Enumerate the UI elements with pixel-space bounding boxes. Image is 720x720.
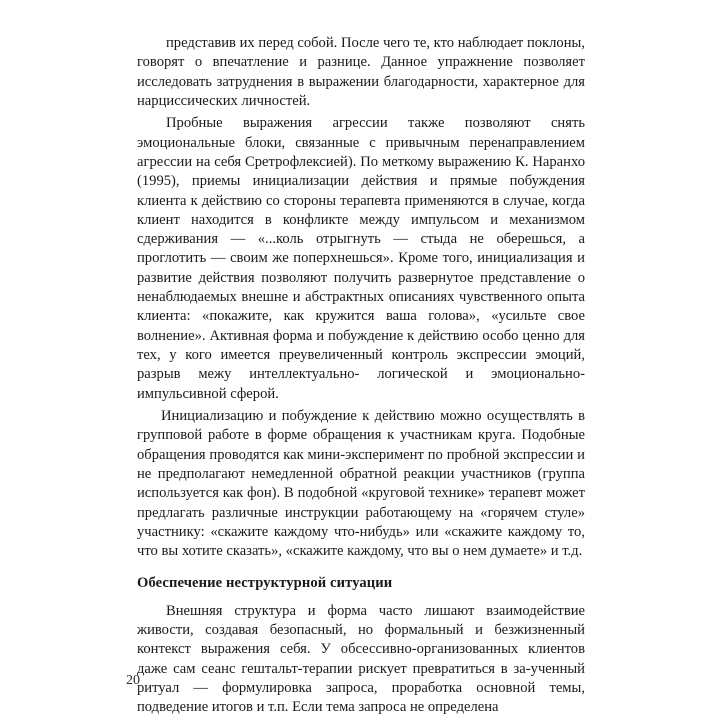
paragraph-3: Инициализацию и побуждение к действию можно осуществлять в групповой работе в форме обращения к участникам круга. Подобные обращения проводятся как мини-эксперимент по пробной экспрессии и не предполагают немедленной обратной реакции участников (группа используется как фон). В подобной «круговой технике» терапевт может предлагать различные инструкции работающему на «горячем стуле» участнику: «скажите каждому что-нибудь» или «скажите каждому то, что вы хотите сказать», «скажите каждому, что вы о нем думаете» и т.д. — [137, 408, 585, 560]
paragraph-2: Пробные выражения агрессии также позволяют снять эмоциональные блоки, связанные с привычным перенаправлением агрессии на себя Сретрофлексией). По меткому выражению К. Наранхо (1995), приемы инициализации действия и прямые побуждения клиента к действию со стороны терапевта применяются в случае, когда клиент находится в конфликте между импульсом и механизмом сдерживания — «...коль отрыгнуть — стыда не оберешься, а проглотить — своим же поперхнешься». Кроме того, инициализация и развитие действия позволяют получить развернутое представление о ненаблюдаемых внешне и абстрактных описаниях чувственного опыта клиента: «покажите, как кружится ваша голова», «усильте свое волнение». Активная форма и побуждение к действию особо ценно для тех, у кого имеется преувеличенный контроль экспрессии эмоций, разрыв межу интеллектуально- логической и эмоционально-импульсивной сферой. — [137, 115, 585, 402]
section-heading-wrap — [137, 574, 585, 593]
paragraph-1: представив их перед собой. После чего те, кто наблюдает поклоны, говорят о впечатление и разнице. Данное упражнение позволяет исследовать затруднения в выражении благодарности, характерное для нарциссических личностей. — [137, 35, 585, 109]
section-heading: Обеспечение неструктурной ситуации — [137, 575, 393, 592]
page-number: 20 — [126, 673, 140, 688]
paragraph-4: Внешняя структура и форма часто лишают взаимодействие живости, создавая безопасный, но формальный и безжизненный контекст выражения себя. У обсессивно-организованных клиентов даже сам сеанс гештальт-терапии рискует превратиться в за-ученный ритуал — формулировка запроса, проработка основной темы, подведение итогов и т.п. Если тема запроса не определена — [137, 602, 585, 716]
text-column — [137, 34, 585, 717]
